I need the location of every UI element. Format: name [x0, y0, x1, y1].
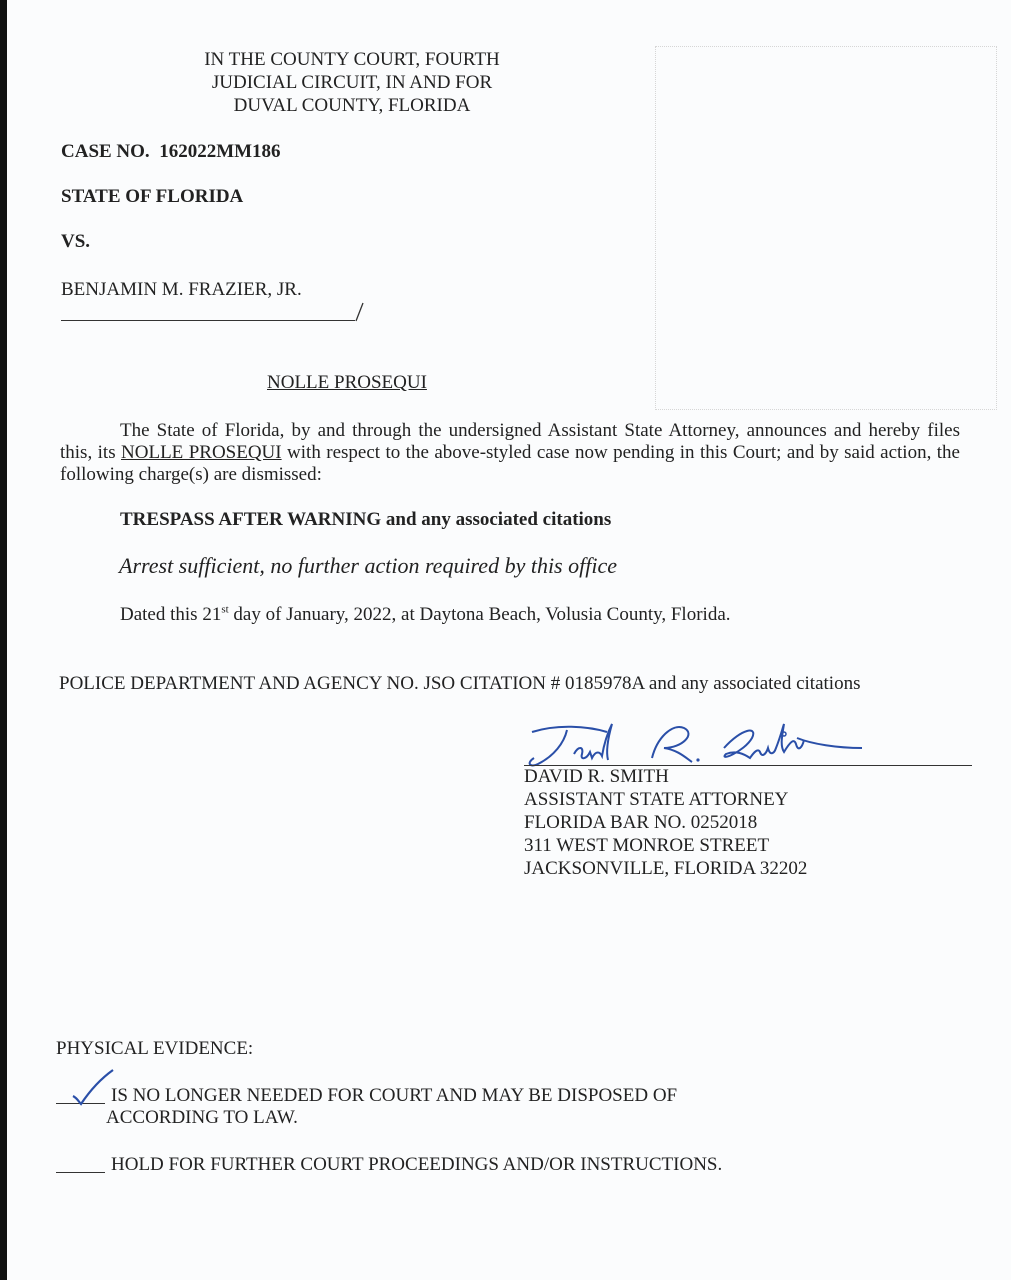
document-page [7, 0, 1011, 1280]
clerk-stamp-area [655, 46, 997, 410]
checkmark-icon [59, 1068, 119, 1108]
body-paragraph [60, 420, 960, 486]
defendant: BENJAMIN M. FRAZIER, JR. [61, 279, 302, 300]
page-edge [1011, 0, 1021, 1280]
body-text-start: The State of Florida, by and through the undersigned Assistant State Attorney, announces and hereby files this, its [60, 420, 960, 463]
police-agency-line: POLICE DEPARTMENT AND AGENCY NO. JSO CITATION # 0185978A and any associated citations [59, 673, 861, 694]
signature-block [524, 765, 807, 880]
attorney-title: ASSISTANT STATE ATTORNEY [524, 789, 789, 810]
dated-ordinal: st [221, 603, 229, 616]
nolle-prosequi-term: NOLLE PROSEQUI [121, 442, 282, 463]
plaintiff: STATE OF FLORIDA [61, 186, 244, 207]
caption-rule [61, 320, 355, 321]
versus: VS. [61, 231, 91, 252]
dated-prefix: Dated this 21 [120, 604, 222, 625]
option2-blank[interactable] [56, 1172, 105, 1173]
option2-text: HOLD FOR FURTHER COURT PROCEEDINGS AND/OR INSTRUCTIONS. [111, 1154, 723, 1175]
attorney-name: DAVID R. SMITH [524, 766, 669, 787]
court-heading-line: DUVAL COUNTY, FLORIDA [233, 95, 471, 116]
physical-evidence-label: PHYSICAL EVIDENCE: [56, 1038, 254, 1059]
disposition-note: Arrest sufficient, no further action required by this office [119, 553, 617, 578]
court-heading-line: IN THE COUNTY COURT, FOURTH [204, 49, 500, 70]
case-number-label: CASE NO. [61, 141, 150, 162]
body-text-end: with respect to the above-styled case now pending in this Court; and by said action, the following charge(s) are dismissed: [60, 442, 960, 485]
court-heading [157, 48, 547, 117]
street-address: 311 WEST MONROE STREET [524, 835, 770, 856]
dated-rest: day of January, 2022, at Daytona Beach, Volusia County, Florida. [228, 604, 731, 625]
charge: TRESPASS AFTER WARNING and any associated citations [120, 509, 612, 530]
case-number [61, 141, 281, 163]
option1-text-line2: ACCORDING TO LAW. [106, 1107, 298, 1128]
city-address: JACKSONVILLE, FLORIDA 32202 [524, 858, 808, 879]
bar-number: FLORIDA BAR NO. 0252018 [524, 812, 758, 833]
document-title: NOLLE PROSEQUI [267, 372, 427, 393]
dated-line [120, 604, 731, 626]
case-number-value: 162022MM186 [159, 141, 281, 162]
caption-slash [353, 301, 367, 323]
court-heading-line: JUDICIAL CIRCUIT, IN AND FOR [211, 72, 493, 93]
option1-text-line1: IS NO LONGER NEEDED FOR COURT AND MAY BE DISPOSED OF [111, 1085, 678, 1106]
signature-text: David R. Smith [512, 718, 519, 719]
